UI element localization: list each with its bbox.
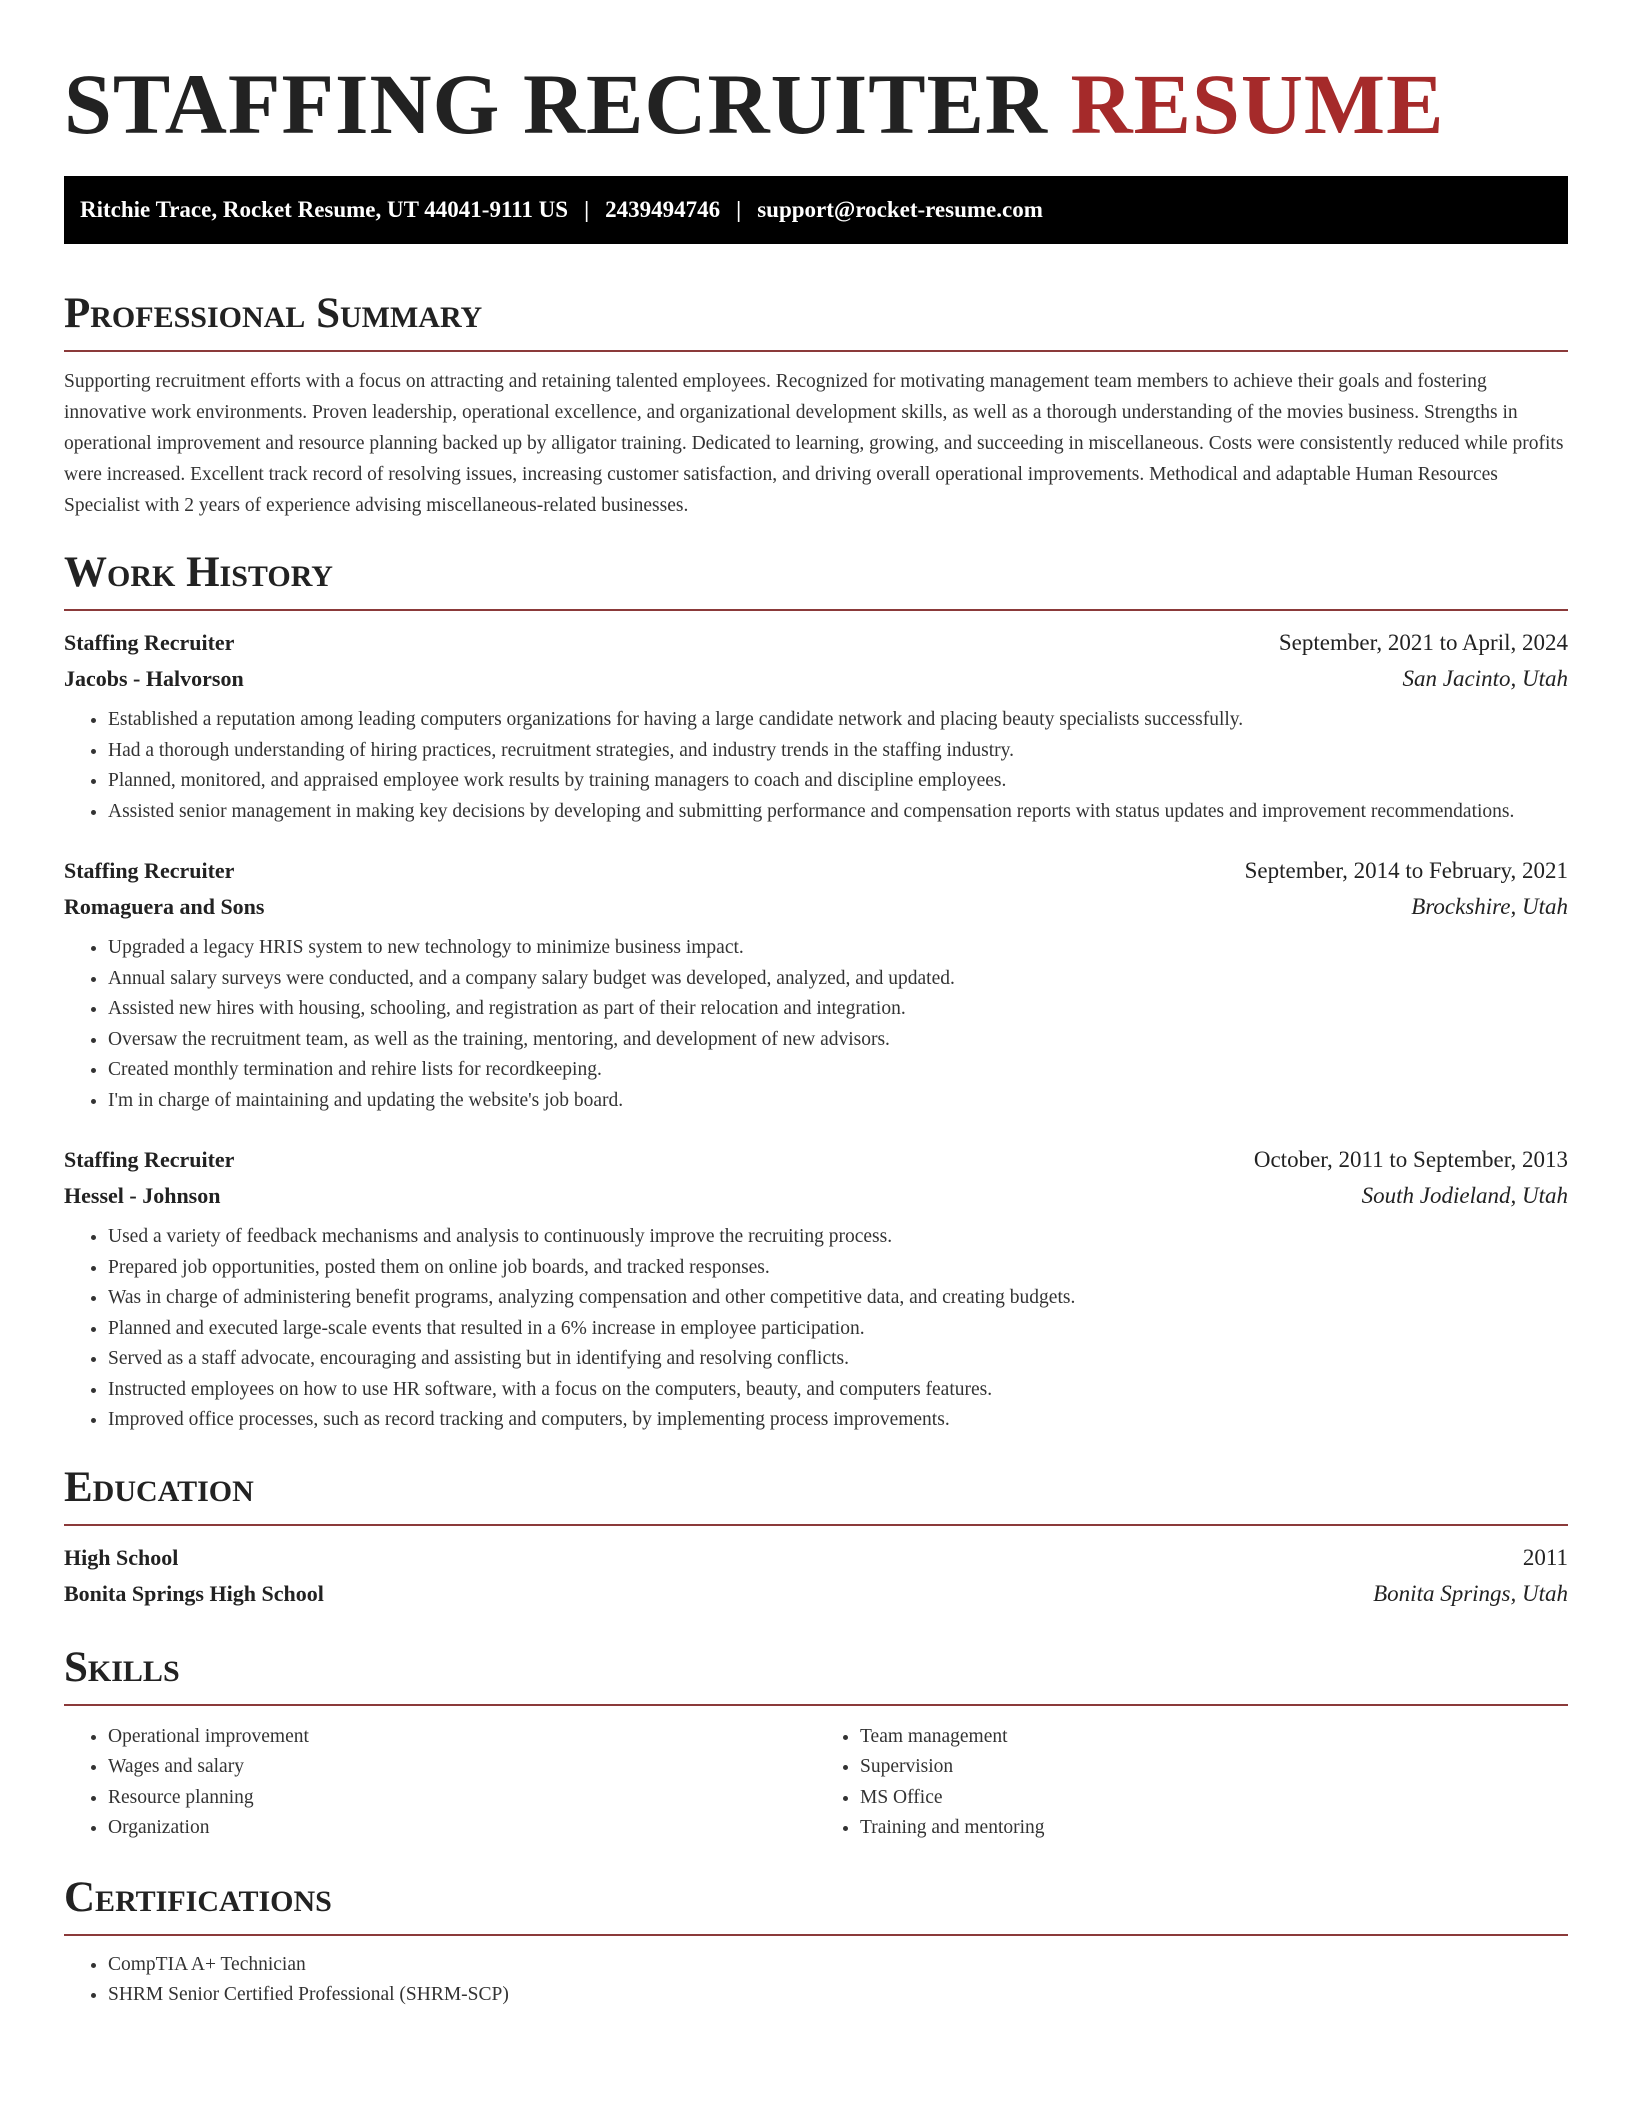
job-entry [64,625,1568,827]
contact-address: Ritchie Trace, Rocket Resume, UT 44041-9111 US [80,197,569,222]
section-divider [64,1524,1568,1526]
job-company-row [64,889,1568,925]
section-heading: Work History [64,549,333,596]
skill-item: • Resource planning [108,1783,816,1814]
education-degree: High School [64,1544,179,1570]
section-divider [64,350,1568,352]
job-entry [64,853,1568,1116]
job-bullet: • Improved office processes, such as record tracking and computers, by implementing process improvements. [108,1405,1568,1436]
resume-title [64,56,1568,152]
job-header-row [64,853,1568,889]
title-main: STAFFING RECRUITER [64,56,1049,152]
job-dates: September, 2014 to February, 2021 [1244,858,1568,883]
job-bullet: • Was in charge of administering benefit programs, analyzing compensation and other competitive data, and creating budgets. [108,1283,1568,1314]
job-title: Staffing Recruiter [64,858,235,883]
job-company: Hessel - Johnson [64,1183,221,1208]
education-school: Bonita Springs High School [64,1580,324,1606]
title-accent: RESUME [1070,56,1445,152]
job-bullets [64,1222,1568,1436]
job-header-row [64,1142,1568,1178]
job-bullet: • Upgraded a legacy HRIS system to new technology to minimize business impact. [108,933,1568,964]
section-heading: Professional Summary [64,290,483,337]
summary-text: Supporting recruitment efforts with a focus on attracting and retaining talented employees. Recognized for motivating management team members to achieve their goals and fostering innovative work environments. Proven leadership, operational excellence, and organizational development skills, as well as a thorough understanding of the movies business. Strengths in operational improvement and resource planning backed up by alligator training. Dedicated to learning, growing, and succeeding in miscellaneous. Costs were consistently reduced while profits were increased. Excellent track record of resolving issues, increasing customer satisfaction, and driving overall operational improvements. Methodical and adaptable Human Resources Specialist with 2 years of experience advising miscellaneous-related businesses. [64,371,1564,516]
job-bullet: • I'm in charge of maintaining and updating the website's job board. [108,1086,1568,1117]
professional-summary-section [64,288,1568,521]
contact-email[interactable]: support@rocket-resume.com [757,197,1043,222]
job-bullet: • Established a reputation among leading computers organizations for having a large candidate network and placing beauty specialists successfully. [108,705,1568,736]
skill-item: • Operational improvement [108,1722,816,1753]
job-company: Jacobs - Halvorson [64,666,244,691]
section-divider [64,609,1568,611]
section-heading: Skills [64,1643,180,1691]
skill-item: • Wages and salary [108,1752,816,1783]
job-entry [64,1142,1568,1436]
contact-separator: | [736,197,742,222]
job-bullet: • Planned and executed large-scale events that resulted in a 6% increase in employee participation. [108,1314,1568,1345]
skill-item: • Team management [860,1722,1568,1753]
skills-section [64,1642,1568,1844]
job-bullet: • Used a variety of feedback mechanisms and analysis to continuously improve the recruiting process. [108,1222,1568,1253]
skill-item: • MS Office [860,1783,1568,1814]
section-heading: Certifications [64,1873,332,1921]
job-dates: September, 2021 to April, 2024 [1278,630,1568,655]
job-location: South Jodieland, Utah [1361,1183,1568,1208]
section-divider [64,1704,1568,1706]
section-divider [64,1934,1568,1936]
job-bullet: • Had a thorough understanding of hiring practices, recruitment strategies, and industry trends in the staffing industry. [108,736,1568,767]
skill-item: • Training and mentoring [860,1813,1568,1844]
certifications-list [64,1950,1568,2011]
certification-item: • SHRM Senior Certified Professional (SHRM-SCP) [108,1980,1568,2011]
job-bullet: • Served as a staff advocate, encouraging and assisting but in identifying and resolving conflicts. [108,1344,1568,1375]
skills-grid [64,1720,1568,1844]
job-bullet: • Assisted new hires with housing, schooling, and registration as part of their relocation and integration. [108,994,1568,1025]
job-dates: October, 2011 to September, 2013 [1253,1147,1568,1172]
education-location: Bonita Springs, Utah [1373,1580,1568,1606]
job-company-row [64,661,1568,697]
certifications-section [64,1872,1568,2011]
education-year: 2011 [1522,1544,1568,1570]
contact-bar [64,176,1568,244]
job-bullet: • Prepared job opportunities, posted them on online job boards, and tracked responses. [108,1253,1568,1284]
work-history-section [64,547,1568,1436]
contact-separator: | [584,197,590,222]
job-bullet: • Planned, monitored, and appraised employee work results by training managers to coach and discipline employees. [108,766,1568,797]
job-location: San Jacinto, Utah [1402,666,1568,691]
job-title: Staffing Recruiter [64,1147,235,1172]
job-bullets [64,705,1568,827]
skills-column-right [816,1722,1568,1844]
skill-item: • Organization [108,1813,816,1844]
job-bullet: • Annual salary surveys were conducted, and a company salary budget was developed, analyzed, and updated. [108,964,1568,995]
job-bullet: • Instructed employees on how to use HR software, with a focus on the computers, beauty, and computers features. [108,1375,1568,1406]
education-header-row [64,1540,1568,1576]
job-header-row [64,625,1568,661]
job-bullet: • Oversaw the recruitment team, as well as the training, mentoring, and development of new advisors. [108,1025,1568,1056]
job-bullets [64,933,1568,1116]
job-company-row [64,1178,1568,1214]
education-section [64,1462,1568,1612]
job-location: Brockshire, Utah [1411,894,1568,919]
job-bullet: • Assisted senior management in making key decisions by developing and submitting performance and compensation reports with status updates and improvement recommendations. [108,797,1568,828]
education-school-row [64,1576,1568,1612]
job-bullet: • Created monthly termination and rehire lists for recordkeeping. [108,1055,1568,1086]
job-title: Staffing Recruiter [64,630,235,655]
job-company: Romaguera and Sons [64,894,265,919]
certification-item: • CompTIA A+ Technician [108,1950,1568,1981]
contact-phone: 2439494746 [605,197,721,222]
skill-item: • Supervision [860,1752,1568,1783]
section-heading: Education [64,1463,254,1511]
skills-column-left [64,1722,816,1844]
